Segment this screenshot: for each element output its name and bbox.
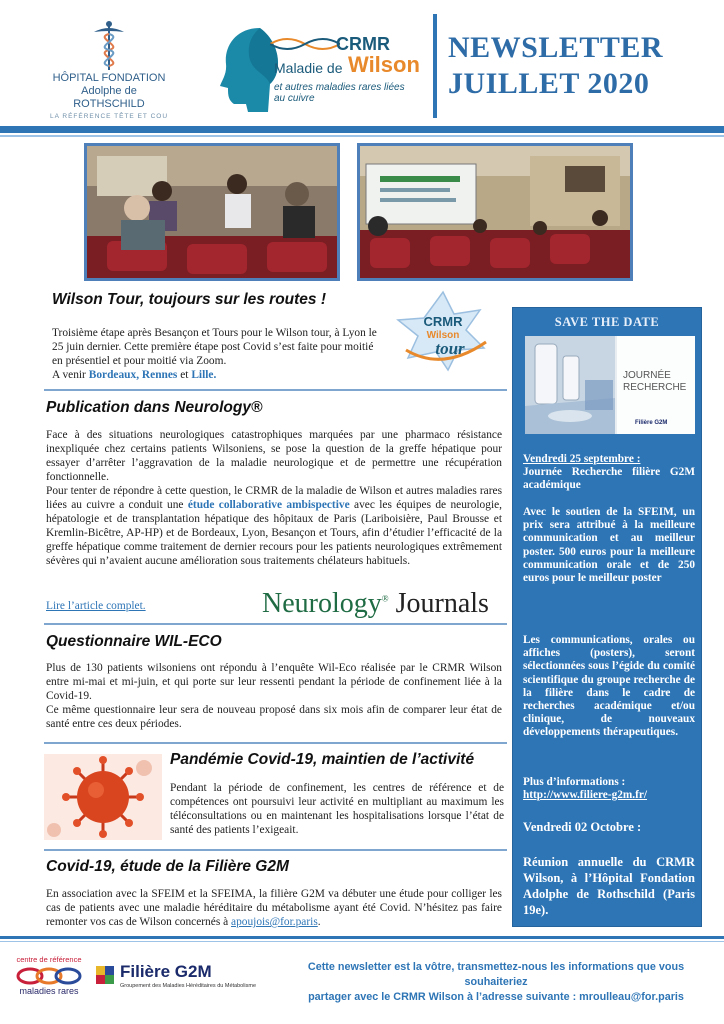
maladies-rares-bottom: maladies rares — [19, 986, 79, 996]
coronavirus-image — [44, 754, 162, 840]
event-1-block — [523, 453, 695, 493]
newsletter-title — [448, 30, 708, 102]
dna-helix-icon — [270, 34, 340, 54]
hopital-name-line1: HÔPITAL FONDATION — [52, 72, 166, 84]
a-venir-label: A venir — [52, 369, 86, 381]
save-the-date-sidebar — [512, 307, 702, 927]
maladie-de-label: Maladie de — [274, 60, 343, 76]
meeting-audience-illustration — [87, 146, 337, 278]
more-info-block — [523, 776, 695, 802]
journals-logo-word: Journals — [395, 588, 489, 619]
g2m-study-end: . — [317, 916, 321, 928]
wilson-tour-text: Troisième étape après Besançon et Tours pour le Wilson tour, à Lyon le 25 juin dernier. Cette première étape post Covid s’est faite pour moitié en présentiel et pour moitié via Zoom. — [52, 327, 377, 367]
maladies-rares-top: centre de référence — [16, 955, 82, 964]
header-band-thin — [0, 135, 724, 137]
event-1-date: Vendredi 25 septembre : — [523, 453, 641, 465]
footer-band — [0, 936, 724, 939]
wilson-tour-body — [52, 326, 382, 382]
neurology-journals-logo — [262, 588, 507, 620]
section-divider-2 — [44, 623, 507, 625]
crmr-subtitle: et autres maladies rares liées au cuivre — [274, 82, 405, 104]
tour-badge-line3: tour — [435, 339, 465, 358]
et-label: et — [180, 369, 189, 381]
neurology-para-2a: Pour tenter de répondre à cette question, le CRMR de la maladie de Wilson et autres maladies rares liées au cuivre a conduit une — [46, 485, 502, 511]
g2m-study-title: Covid-19, étude de la Filière G2M — [46, 858, 289, 875]
covid-activity-body — [170, 781, 504, 837]
newsletter-title-line2: JUILLET 2020 — [448, 67, 650, 100]
neurology-logo-mark: ® — [381, 593, 389, 604]
save-the-date-title: SAVE THE DATE — [554, 315, 660, 329]
crmr-wilson-tour-badge — [388, 290, 498, 372]
filiere-g2m-link[interactable]: http://www.filiere-g2m.fr/ — [523, 789, 648, 802]
section-divider-1 — [44, 389, 507, 391]
crmr-label: CRMR — [336, 34, 390, 54]
g2m-cube-icon — [94, 964, 116, 986]
hopital-fondation-logo — [44, 18, 174, 118]
neurology-para-1: Face à des situations neurologiques catastrophiques marquées par une pharmaco résistance inexpliquée chez certains patients Wilsoniens, se pose la question de la greffe hépatique pour essayer d’arrêter l’aggravation de la maladie neurologique et de permettre une récupération fonctionnelle. — [46, 429, 502, 483]
hopital-name-line2: Adolphe de ROTHSCHILD — [73, 85, 145, 110]
g2m-subtitle: Groupement des Maladies Héréditaires du Métabolisme — [120, 983, 257, 989]
newsletter-title-line1: NEWSLETTER — [448, 31, 664, 64]
event-1-title: Journée Recherche filière G2M académique — [523, 466, 695, 492]
contact-email-link[interactable]: apoujois@for.paris — [231, 916, 318, 928]
wilson-tour-title: Wilson Tour, toujours sur les routes ! — [52, 291, 327, 308]
more-info-label: Plus d’informations : — [523, 776, 626, 788]
covid-activity-text: Pendant la période de confinement, les centres de référence et de compétences ont poursuivi leur activité en multipliant au maximum les téléconsultations ou en maintenant les hospitalisations lorsque l’état de santé des patients l’exigeait. — [170, 782, 504, 836]
city-lille: Lille. — [191, 369, 217, 381]
neurology-title: Publication dans Neurology® — [46, 399, 263, 416]
event-1-selection: Les communications, orales ou affiches (posters), seront sélectionnées sous l’égide du comité scientifique du groupe recherche de la filière dans le cadre de recherches académique et/ou clinique, de nouveaux développements thérapeutiques. — [523, 634, 695, 739]
poster-brand: Filière G2M — [635, 420, 668, 426]
footer-message-line2: partager avec le CRMR Wilson à l’adresse suivante : mroulleau@for.paris — [308, 991, 684, 1003]
maladies-rares-waves-icon — [16, 966, 82, 986]
wileco-para-2: Ce même questionnaire leur sera de nouveau proposé dans six mois afin de comparer leur état de santé entre ces deux périodes. — [46, 704, 502, 730]
city-bordeaux-text: Bordeaux — [88, 369, 137, 381]
section-divider-4 — [44, 849, 507, 851]
g2m-study-body-text: En association avec la SFEIM et la SFEIMA, la filière G2M va débuter une étude pour colliger les cas de patients avec une maladie héréditaire du métabolisme ayant été Covid. N’hésitez pas faire remonter vos cas de Wilson concernés à — [46, 888, 502, 928]
city-lille-text: Lille — [191, 369, 214, 381]
caduceus-icon — [86, 18, 132, 72]
wilson-tour-emblem — [388, 290, 498, 372]
maladies-rares-logo — [14, 955, 84, 1001]
g2m-name: Filière G2M — [120, 962, 212, 981]
footer-band-thin — [0, 941, 724, 942]
footer-message — [282, 960, 710, 1005]
g2m-study-body — [46, 887, 502, 929]
poster-title-line2: RECHERCHE — [623, 382, 687, 393]
coronavirus-icon — [44, 754, 162, 840]
wileco-title: Questionnaire WIL-ECO — [46, 633, 222, 650]
neurology-para-2b: avec les équipes de neurologie, hépatologie et de transplantation hépatique des hôpitaux de Paris (Lariboisière, Paul Brousse et Kremlin-Bicêtre, AP-HP) et de Bordeaux, Lyon, Besançon et Tours, afin d’étudier l’efficacité de la greffe hépatique comme traitement de dernier recours pour les patients neurologiques extrêmement sévères qui n’avaient aucune amélioration sous traitements chélateurs habituels. — [46, 499, 503, 567]
wilson-label: Wilson — [348, 52, 420, 77]
wileco-para-1: Plus de 130 patients wilsoniens ont répondu à l’enquête Wil-Eco réalisée par le CRMR Wilson entre mi-mai et mi-juin, et qui porte sur leur ressenti pendant la période de confinement liée à la Covid-19. — [46, 662, 502, 702]
crmr-wilson-logo — [216, 24, 420, 114]
poster-title — [623, 370, 686, 394]
etude-highlight: étude collaborative ambispective — [187, 499, 350, 511]
event-1-prize: Avec le soutien de la SFEIM, un prix sera attribué à la meilleure communication et au meilleur poster. 500 euros pour la meilleure communication orale et de 250 euros pour le meilleur poster — [523, 506, 695, 585]
wileco-body — [46, 661, 502, 731]
wilson-tour-upcoming — [52, 368, 382, 382]
conference-room-illustration — [360, 146, 630, 278]
city-rennes: Rennes — [141, 369, 178, 381]
neurology-para-2 — [46, 484, 502, 568]
tour-badge-line1: CRMR — [423, 314, 463, 329]
meeting-photo-1 — [84, 143, 340, 281]
section-divider-3 — [44, 742, 507, 744]
neurology-body — [46, 428, 502, 568]
read-article-link[interactable]: Lire l’article complet. — [46, 600, 146, 612]
footer-message-line1: Cette newsletter est la vôtre, transmettez-nous les informations que vous souhaiteriez — [307, 961, 685, 988]
hopital-tagline: LA RÉFÉRENCE TÊTE ET COU — [49, 113, 169, 120]
header-band — [0, 126, 724, 133]
meeting-photo-2 — [357, 143, 633, 281]
covid-activity-title: Pandémie Covid-19, maintien de l’activité — [170, 751, 475, 768]
event-2-description: Réunion annuelle du CRMR Wilson, à l’Hôpital Fondation Adolphe de Rothschild (Paris 19e). — [523, 855, 695, 917]
journee-recherche-poster — [525, 336, 695, 434]
tour-badge-line2: Wilson — [426, 330, 460, 341]
g2m-study-text — [46, 887, 502, 929]
neurology-logo-word: Neurology — [262, 588, 382, 619]
event-2-date: Vendredi 02 Octobre : — [523, 820, 642, 834]
header-divider — [433, 14, 437, 118]
city-bordeaux: Bordeaux, — [88, 369, 140, 381]
poster-title-line1: JOURNÉE — [623, 370, 671, 381]
filiere-g2m-logo — [94, 962, 274, 992]
